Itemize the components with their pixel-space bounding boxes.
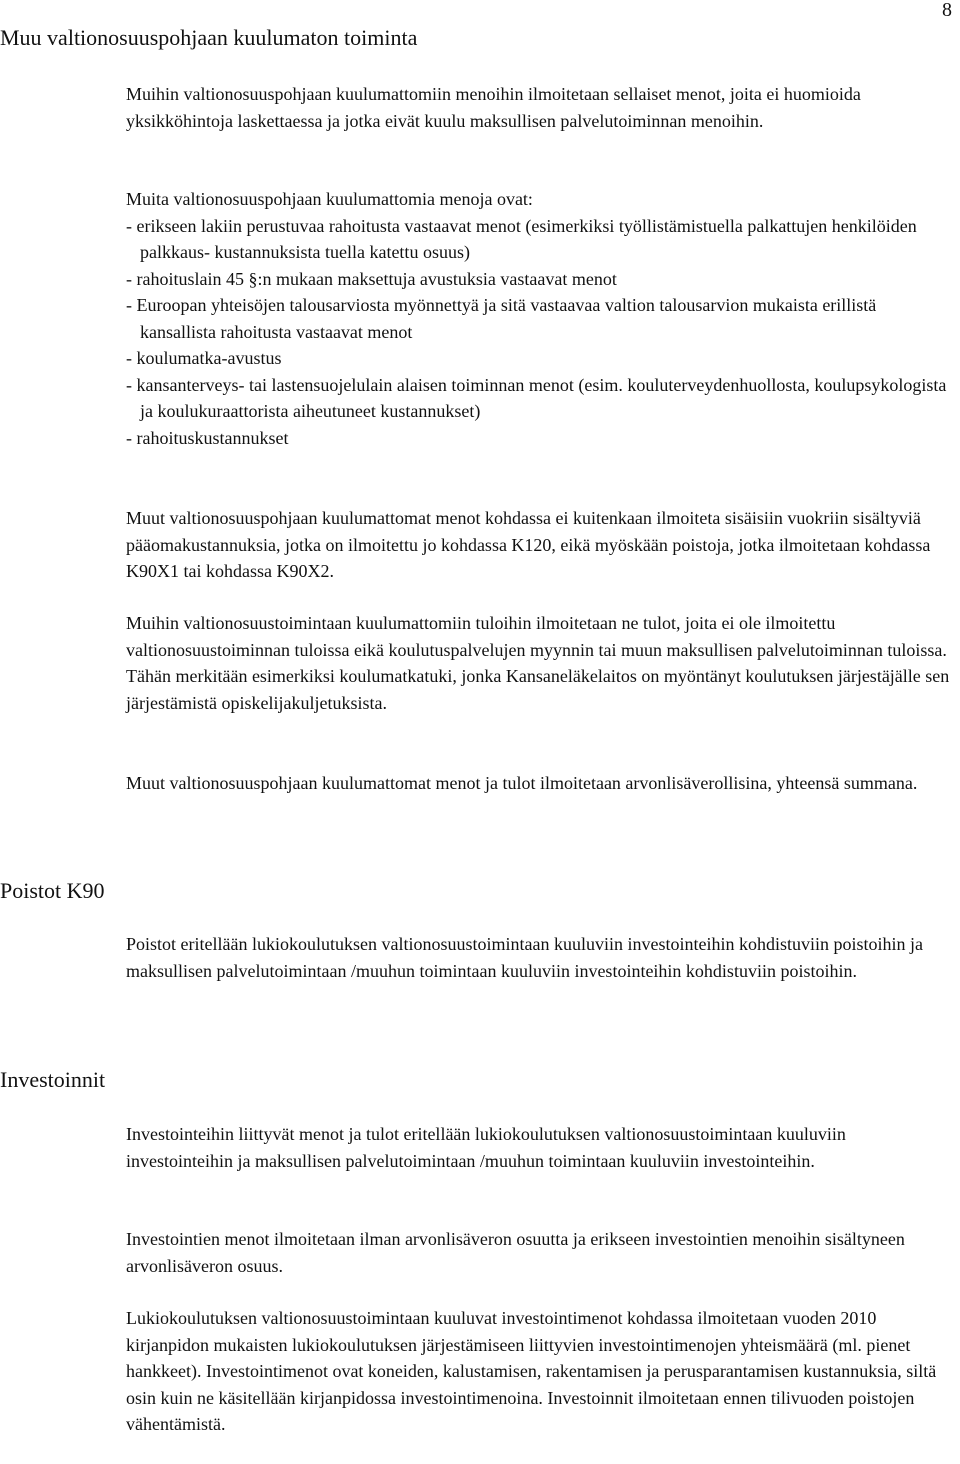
paragraph-text: Poistot eritellään lukiokoulutuksen valtionosuustoimintaan kuuluviin investointeihin kohdistuviin poistoihin ja maksullisen palvelutoimintaan /muuhun toimintaan kuuluviin investointeihin kohdistuviin poistoihin. (126, 934, 923, 981)
list-item: - rahoituskustannukset (126, 427, 289, 448)
paragraph (126, 1121, 954, 1174)
paragraph-text: Muihin valtionosuustoimintaan kuulumattomiin tuloihin ilmoitetaan ne tulot, joita ei ole ilmoitettu valtionosuustoiminnan tuloissa eikä koulutuspalvelujen myynnin tai muun maksullisen palvelutoiminnan tuloissa. Tähän merkitään esimerkiksi koulumatkatuki, jonka Kansaneläkelaitos on myöntänyt koulutuksen järjestäjälle sen järjestämistä opiskelijakuljetuksista. (126, 613, 950, 713)
list-item: - erikseen lakiin perustuvaa rahoitusta vastaavat menot (esimerkiksi työllistämistuella palkattujen henkilöiden palkkaus- kustannuksista tuella katettu osuus) (126, 215, 917, 262)
paragraph (126, 1226, 954, 1279)
list-item: - kansanterveys- tai lastensuojelulain alaisen toiminnan menot (esim. kouluterveydenhuollosta, koulupsykologista ja koulukuraattorista aiheutuneet kustannukset) (126, 374, 947, 421)
list-intro: Muita valtionosuuspohjaan kuulumattomia menoja ovat: (126, 189, 533, 209)
expense-list (126, 213, 954, 452)
page-number: 8 (942, 0, 952, 21)
paragraph-text: Muut valtionosuuspohjaan kuulumattomat menot ja tulot ilmoitetaan arvonlisäverollisina, yhteensä summana. (126, 773, 918, 793)
paragraph (126, 770, 954, 797)
paragraph (126, 505, 954, 585)
section-heading-poistot: Poistot K90 (0, 878, 105, 903)
expense-list-block (126, 186, 954, 451)
paragraph-intro (126, 81, 954, 134)
paragraph (126, 931, 954, 984)
list-item: - rahoituslain 45 §:n mukaan maksettuja avustuksia vastaavat menot (126, 268, 617, 289)
paragraph-text: Lukiokoulutuksen valtionosuustoimintaan kuuluvat investointimenot kohdassa ilmoitetaan vuoden 2010 kirjanpidon mukaisten lukiokoulutuksen järjestämiseen liittyvien investointimenojen yhteismäärä (ml. pienet hankkeet). Investointimenot ovat koneiden, kalustamisen, rakentamisen ja perusparantamisen kustannuksia, siltä osin kuin ne käsitellään kirjanpidossa investointimenoina. Investoinnit ilmoitetaan ennen tilivuoden poistojen vähentämistä. (126, 1308, 937, 1434)
list-item: - koulumatka-avustus (126, 348, 282, 368)
intro-text: Muihin valtionosuuspohjaan kuulumattomiin menoihin ilmoitetaan sellaiset menot, joita ei huomioida yksikköhintoja laskettaessa ja jotka eivät kuulu maksullisen palvelutoiminnan menoihin. (126, 84, 861, 131)
list-item: - Euroopan yhteisöjen talousarviosta myönnettyä ja sitä vastaavaa valtion talousarvion mukaista erillistä kansallista rahoitusta vastaavat menot (126, 295, 877, 342)
paragraph-text: Muut valtionosuuspohjaan kuulumattomat menot kohdassa ei kuitenkaan ilmoiteta sisäisiin vuokriin sisältyviä pääomakustannuksia, jotka on ilmoitettu jo kohdassa K120, eikä myöskään poistoja, jotka ilmoitetaan kohdassa K90X1 tai kohdassa K90X2. (126, 508, 931, 581)
paragraph-text: Investointeihin liittyvät menot ja tulot eritellään lukiokoulutuksen valtionosuustoimintaan kuuluviin investointeihin ja maksullisen palvelutoimintaan /muuhun toimintaan kuuluviin investointeihin. (126, 1124, 846, 1171)
paragraph (126, 610, 954, 716)
section-heading-muu-toiminta: Muu valtionosuuspohjaan kuulumaton toiminta (0, 25, 418, 50)
section-heading-investoinnit: Investoinnit (0, 1067, 106, 1092)
paragraph (126, 1305, 954, 1438)
paragraph-text: Investointien menot ilmoitetaan ilman arvonlisäveron osuutta ja erikseen investointien menoihin sisältyneen arvonlisäveron osuus. (126, 1229, 905, 1276)
